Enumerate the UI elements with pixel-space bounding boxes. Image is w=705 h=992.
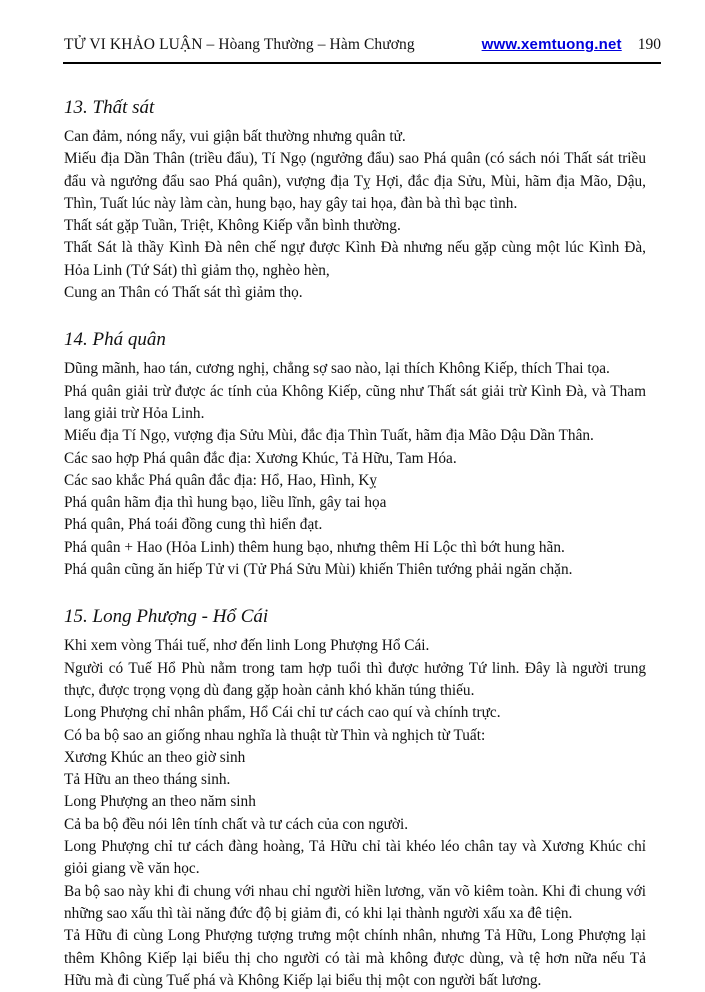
header-divider xyxy=(63,62,661,64)
paragraph: Phá quân + Hao (Hỏa Linh) thêm hung bạo, nhưng thêm Hỉ Lộc thì bớt hung hãn. xyxy=(64,538,565,556)
website-link[interactable]: www.xemtuong.net xyxy=(481,36,622,53)
paragraph: Thất Sát là thầy Kình Đà nên chế ngự được Kình Đà nhưng nếu gặp cùng một lúc Kình Đà, Hỏa Linh (Tứ Sát) thì giảm thọ, nghèo hèn, xyxy=(64,239,646,279)
paragraph: Long Phượng chỉ tư cách đàng hoàng, Tả Hữu chỉ tài khéo léo chân tay và Xương Khúc chỉ giỏi giang về văn học. xyxy=(64,838,646,878)
paragraph: Có ba bộ sao an giống nhau nghĩa là thuật từ Thìn và nghịch từ Tuất: xyxy=(64,726,486,744)
section-pha-quan xyxy=(64,328,646,581)
paragraph: Khi xem vòng Thái tuế, nhơ đến linh Long Phượng Hổ Cái. xyxy=(64,637,430,655)
section-long-phuong-ho-cai xyxy=(64,605,646,992)
section-heading: 13. Thất sát xyxy=(64,97,155,118)
paragraph: Thất sát gặp Tuần, Triệt, Không Kiếp vẫn bình thường. xyxy=(64,217,401,235)
paragraph: Tả Hữu đi cùng Long Phượng tượng trưng một chính nhân, nhưng Tả Hữu, Long Phượng lại thêm Không Kiếp lại biểu thị cho người có tài mà không được dùng, và tệ hơn nữa nếu Tả Hữu mà đi cùng Tuế phá và Không Kiếp lại biểu thị một con người bất lương. xyxy=(64,927,646,989)
paragraph: Phá quân hãm địa thì hung bạo, liều lĩnh, gây tai họa xyxy=(64,494,387,512)
paragraph: Phá quân giải trừ được ác tính của Không Kiếp, cũng như Thất sát giải trừ Kình Đà, và Tham lang giải trừ Hỏa Linh. xyxy=(64,382,646,422)
paragraph: Long Phượng chỉ nhân phẩm, Hổ Cái chỉ tư cách cao quí và chính trực. xyxy=(64,704,501,722)
paragraph: Các sao hợp Phá quân đắc địa: Xương Khúc, Tả Hữu, Tam Hóa. xyxy=(64,449,457,467)
book-title: TỬ VI KHẢO LUẬN – Hòang Thường – Hàm Chương xyxy=(64,36,415,53)
paragraph: Cả ba bộ đều nói lên tính chất và tư cách của con người. xyxy=(64,815,409,833)
section-heading: 15. Long Phượng - Hổ Cái xyxy=(64,606,269,628)
paragraph: Can đảm, nóng nẩy, vui giận bất thường nhưng quân tử. xyxy=(64,128,406,145)
paragraph: Dũng mãnh, hao tán, cương nghị, chẳng sợ sao nào, lại thích Không Kiếp, thích Thai tọa. xyxy=(64,360,610,378)
paragraph: Xương Khúc an theo giờ sinh xyxy=(64,748,246,766)
paragraph: Phá quân cũng ăn hiếp Tử vi (Tử Phá Sửu Mùi) khiến Thiên tướng phải ngăn chặn. xyxy=(64,561,573,579)
page-header xyxy=(64,36,661,54)
paragraph: Long Phượng an theo năm sinh xyxy=(64,793,256,811)
page-content xyxy=(64,88,646,992)
paragraph: Các sao khắc Phá quân đắc địa: Hổ, Hao, Hình, Kỵ xyxy=(64,471,378,489)
paragraph: Tả Hữu an theo tháng sinh. xyxy=(64,771,231,789)
paragraph: Phá quân, Phá toái đồng cung thì hiển đạt. xyxy=(64,516,323,534)
section-that-sat xyxy=(64,96,646,304)
page-number: 190 xyxy=(637,36,661,53)
paragraph: Ba bộ sao này khi đi chung với nhau chỉ người hiền lương, văn võ kiêm toàn. Khi đi chung với những sao xấu thì tài năng đức độ bị giảm đi, có khi lại thành người xấu xa đê tiện. xyxy=(64,882,646,922)
header-right xyxy=(482,36,661,54)
section-heading: 14. Phá quân xyxy=(64,329,166,351)
paragraph: Người có Tuế Hổ Phù nằm trong tam hợp tuổi thì được hưởng Tứ linh. Đây là người trung thực, được trọng vọng dù đang gặp hoàn cảnh khó khăn túng thiếu. xyxy=(64,659,646,699)
paragraph: Miếu địa Dần Thân (triều đẩu), Tí Ngọ (ngưởng đẩu) sao Phá quân (có sách nói Thất sát triều đẩu và ngưởng đẩu sao Phá quân), vượng địa Tỵ Hợi, đắc địa Sửu, Mùi, hãm địa Mão, Dậu, Thìn, Tuất lúc này làm càn, hung bạo, hay gây tai họa, đàn bà thì bạc tình. xyxy=(64,150,646,212)
paragraph: Miếu địa Tí Ngọ, vượng địa Sửu Mùi, đắc địa Thìn Tuất, hãm địa Mão Dậu Dần Thân. xyxy=(64,427,594,445)
paragraph: Cung an Thân có Thất sát thì giảm thọ. xyxy=(64,284,303,302)
